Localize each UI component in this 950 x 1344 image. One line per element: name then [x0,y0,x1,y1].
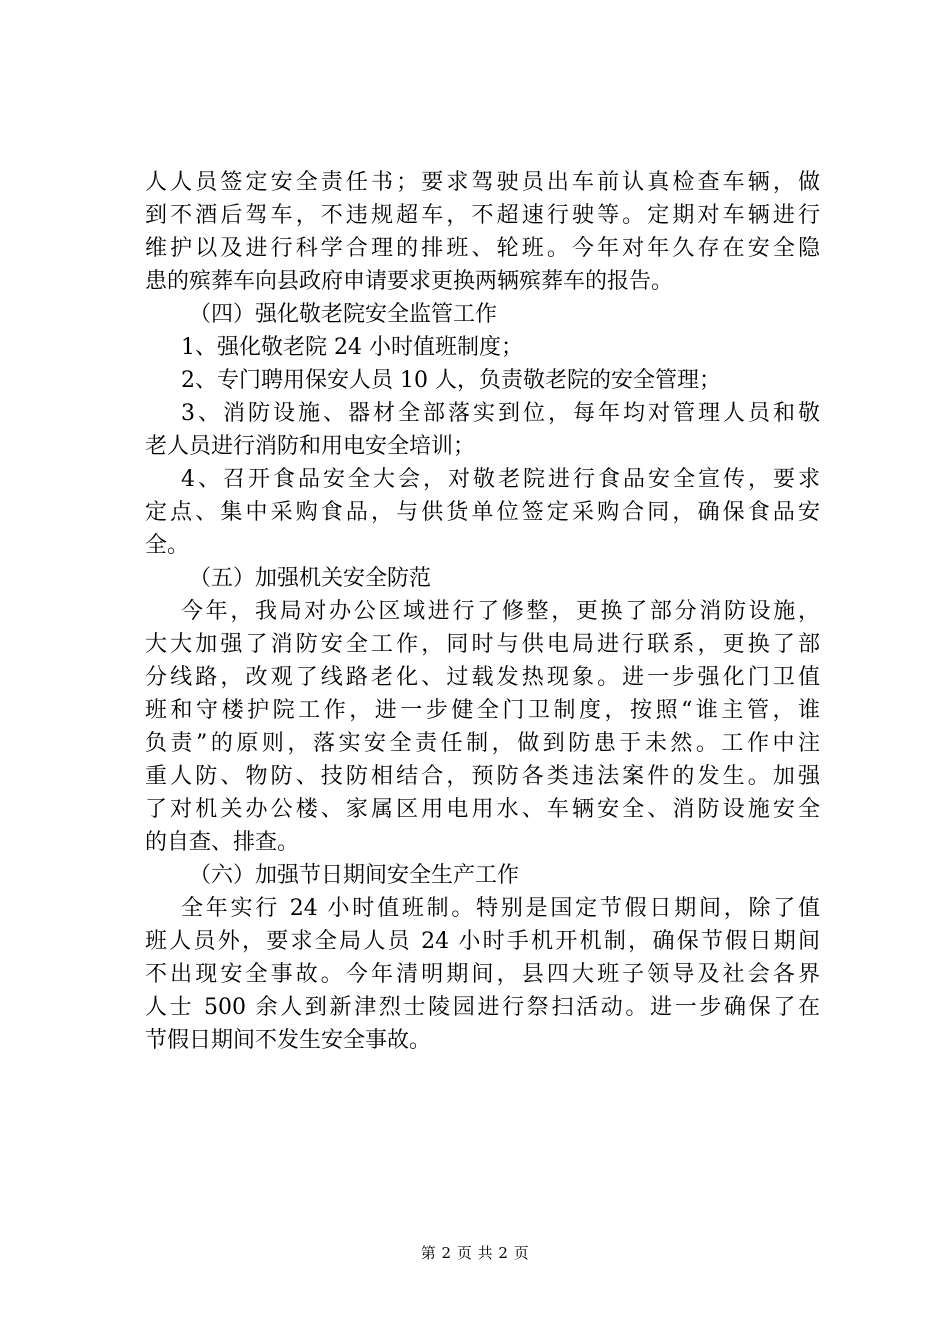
paragraph-line: 负责”的原则，落实安全责任制，做到防患于未然。工作中注 [145,731,820,756]
paragraph-line: 维护以及进行科学合理的排班、轮班。今年对年久存在安全隐 [145,236,820,261]
list-item-continuation: 定点、集中采购食品，与供货单位签定采购合同，确保食品安 [145,500,820,525]
paragraph-line: 患的殡葬车向县政府申请要求更换两辆殡葬车的报告。 [145,269,674,294]
list-item: 2、专门聘用保安人员 10 人，负责敬老院的安全管理； [181,368,721,393]
paragraph-line: 今年，我局对办公区域进行了修整，更换了部分消防设施， [181,599,820,624]
page-number-footer: 第 2 页 共 2 页 [420,1244,530,1262]
paragraph-line: 的自查、排查。 [145,830,300,855]
section-heading-5: （五）加强机关安全防范 [189,566,432,591]
list-item-continuation: 老人员进行消防和用电安全培训； [145,434,476,459]
list-item: 4、召开食品安全大会，对敬老院进行食品安全宣传，要求 [181,467,820,492]
document-body [145,166,820,1057]
list-item: 3、消防设施、器材全部落实到位，每年均对管理人员和敬 [181,401,820,426]
section-heading-6: （六）加强节日期间安全生产工作 [189,863,520,888]
list-item: 1、强化敬老院 24 小时值班制度； [181,335,523,360]
list-item-continuation: 全。 [145,533,190,558]
paragraph-line: 人人员签定安全责任书；要求驾驶员出车前认真检查车辆，做 [145,170,820,195]
paragraph-line: 了对机关办公楼、家属区用电用水、车辆安全、消防设施安全 [145,797,820,822]
paragraph-line: 节假日期间不发生安全事故。 [145,1028,432,1053]
paragraph-line: 班人员外，要求全局人员 24 小时手机开机制，确保节假日期间 [145,929,820,954]
paragraph-line: 班和守楼护院工作，进一步健全门卫制度，按照“谁主管，谁 [145,698,820,723]
paragraph-line: 全年实行 24 小时值班制。特别是国定节假日期间，除了值 [181,896,820,921]
paragraph-line: 重人防、物防、技防相结合，预防各类违法案件的发生。加强 [145,764,820,789]
paragraph-line: 大大加强了消防安全工作，同时与供电局进行联系，更换了部 [145,632,820,657]
paragraph-line: 分线路，改观了线路老化、过载发热现象。进一步强化门卫值 [145,665,820,690]
paragraph-line: 不出现安全事故。今年清明期间，县四大班子领导及社会各界 [145,962,820,987]
paragraph-line: 人士 500 余人到新津烈士陵园进行祭扫活动。进一步确保了在 [145,995,820,1020]
paragraph-line: 到不酒后驾车，不违规超车，不超速行驶等。定期对车辆进行 [145,203,820,228]
section-heading-4: （四）强化敬老院安全监管工作 [189,302,498,327]
